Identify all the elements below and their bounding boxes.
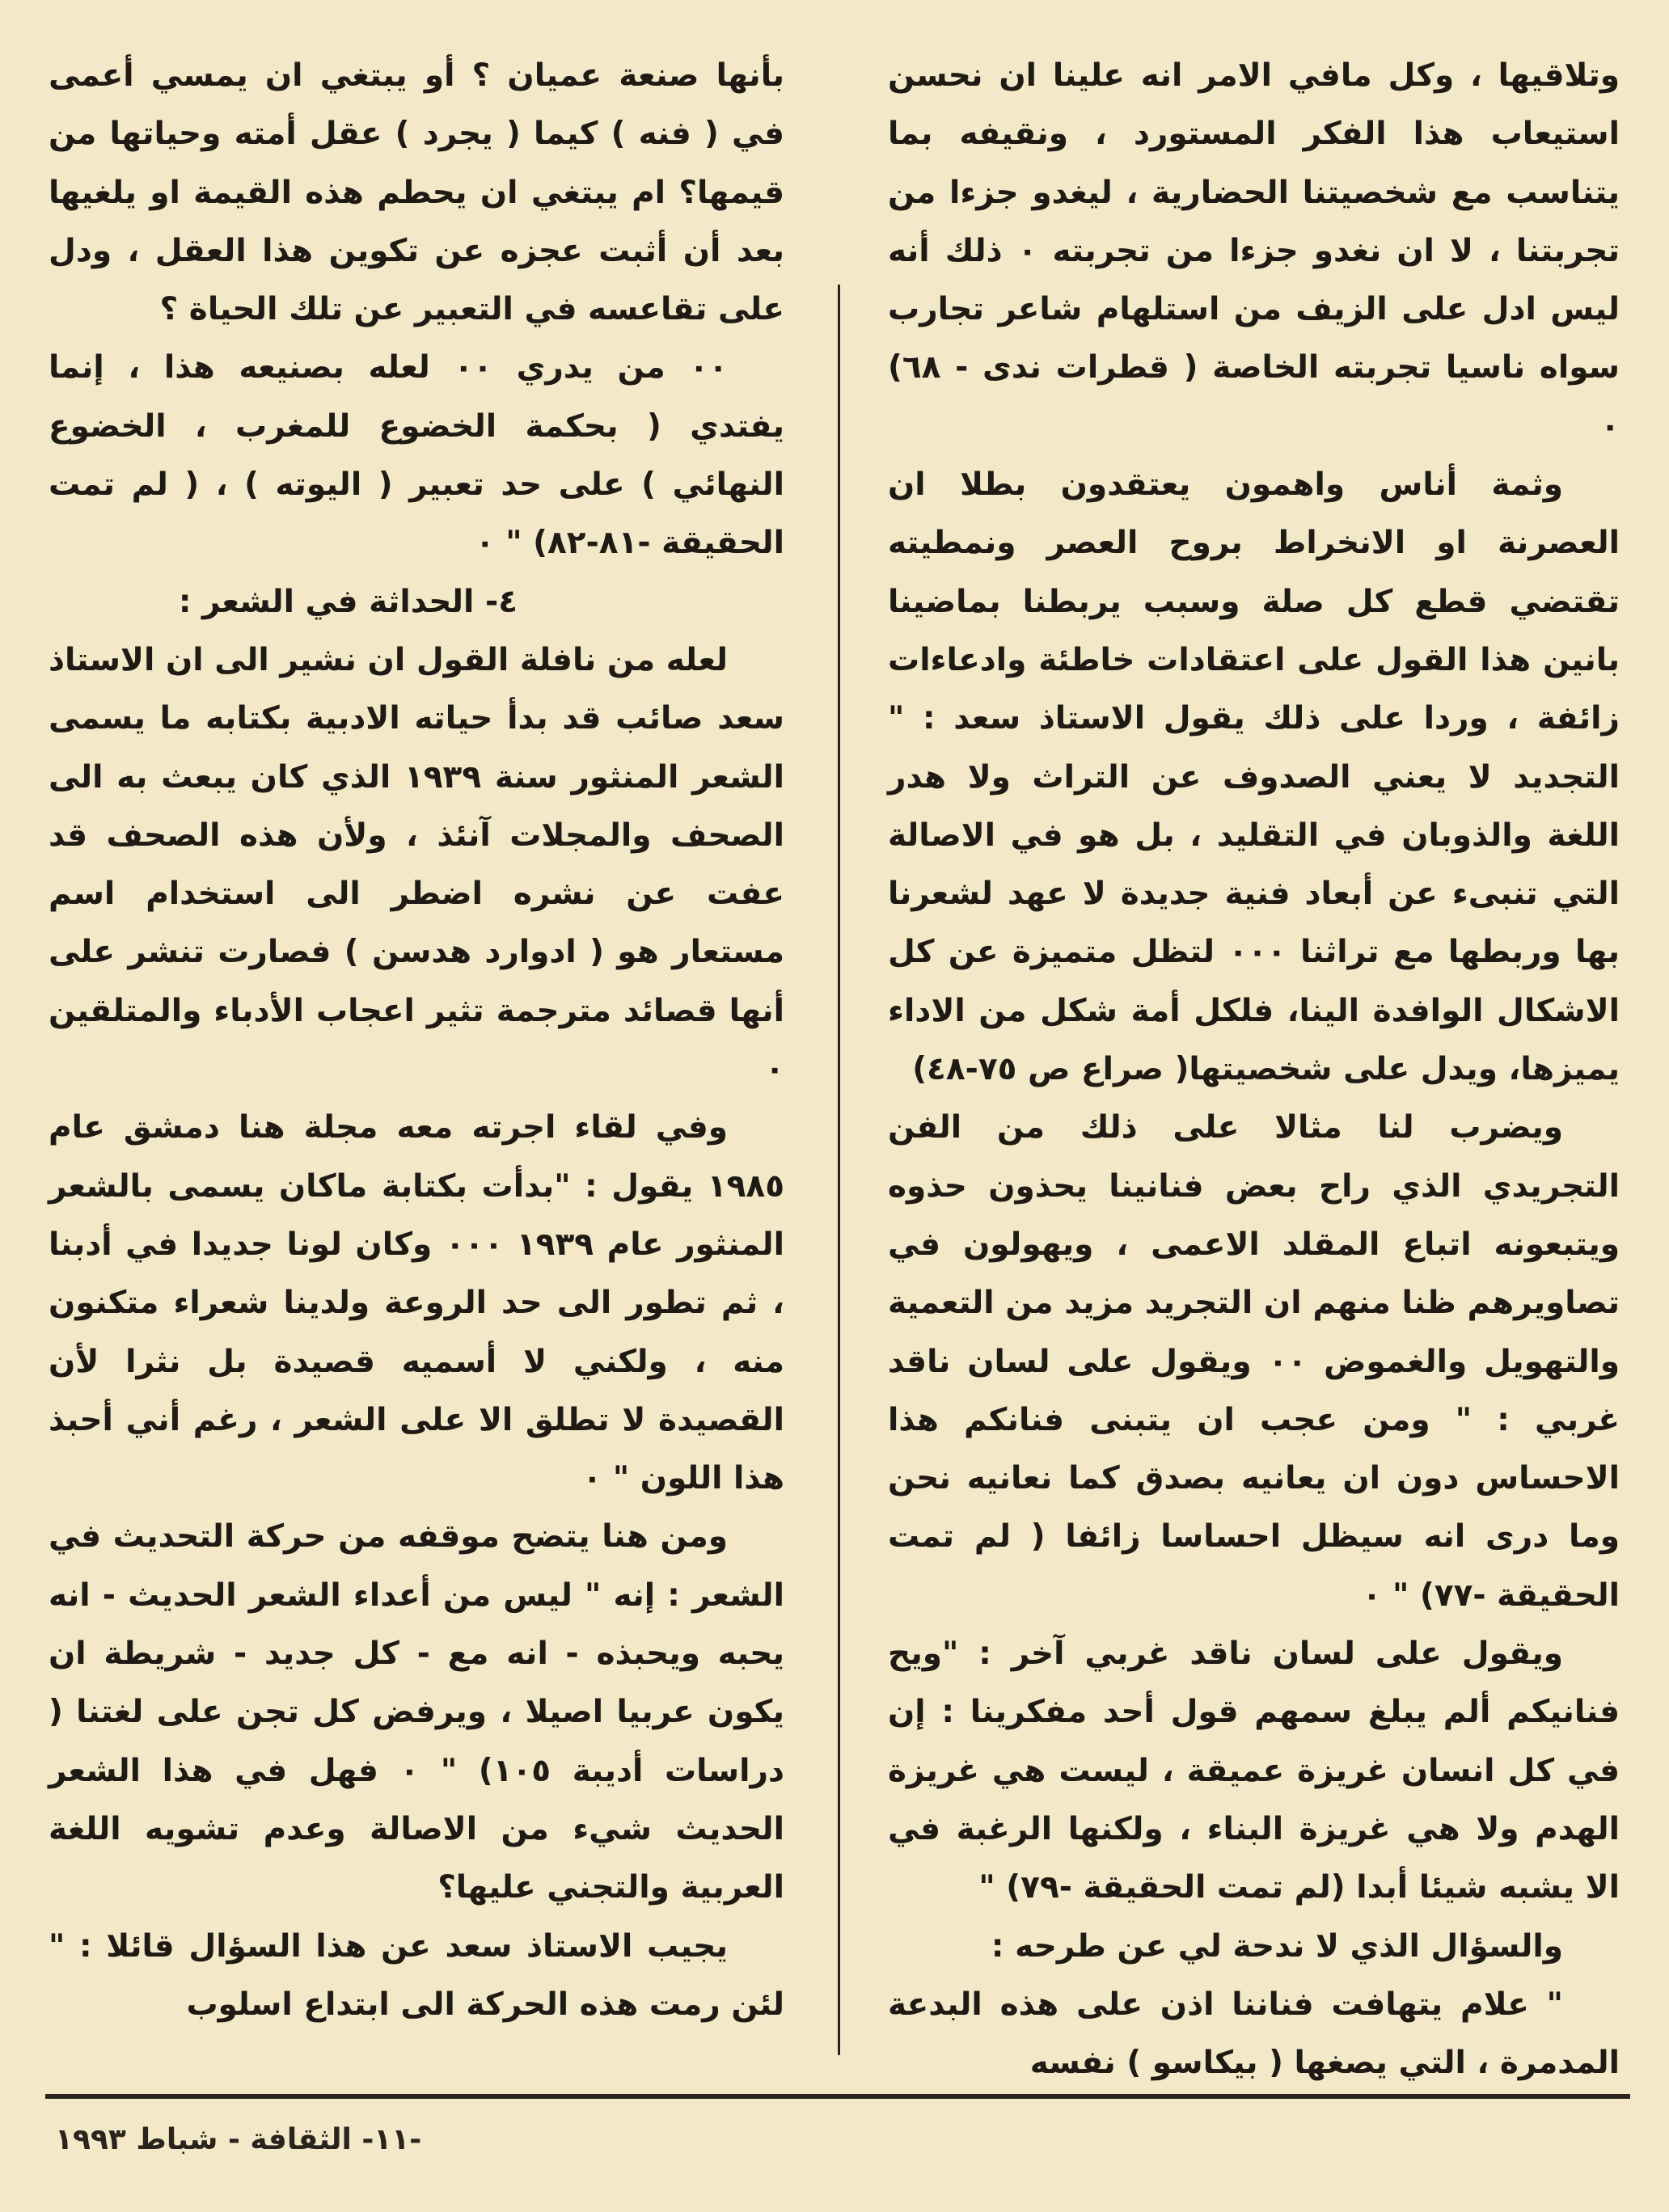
paragraph: ويضرب لنا مثالا على ذلك من الفن التجريدي الذي راح بعض فنانينا يحذون حذوه ويتبعونه اتباع المقلد الاعمى ، ويهولون في تصاويرهم ظنا منهم ان التجريد مزيد من التعمية والتهويل والغموض ٠٠ ويقول على لسان ناقد غربي : " ومن عجب ان يتبنى فنانكم هذا الاحساس دون ان يعانيه بصدق كما نعانيه نحن وما درى انه سيظل احساسا زائفا ( لم تمت الحقيقة -٧٧) " ٠ bbox=[888, 1109, 1620, 1614]
paragraph: وثمة أناس واهمون يعتقدون بطلا ان العصرنة او الانخراط بروح العصر ونمطيته تقتضي قطع كل صلة وسبب يربطنا بماضينا بانين هذا القول على اعتقادات خاطئة وادعاءات زائفة ، وردا على ذلك يقول الاستاذ سعد : " التجديد لا يعني الصدوف عن التراث ولا هدر اللغة والذوبان في التقليد ، بل هو في الاصالة التي تنبىء عن أبعاد فنية جديدة لا عهد لشعرنا بها وربطها مع تراثنا ٠٠٠ لتظل متميزة عن كل الاشكال الوافدة الينا، فلكل أمة شكل من الاداء يميزها، ويدل على شخصيتها( صراع ص ٧٥-٤٨) bbox=[888, 466, 1620, 1088]
paragraph: ومن هنا يتضح موقفه من حركة التحديث في الشعر : إنه " ليس من أعداء الشعر الحديث - انه يحبه ويحبذه - انه مع - كل جديد - شريطة ان يكون عربيا اصيلا ، ويرفض كل تجن على لغتنا ( دراسات أديبة ١٠٥) " ٠ فهل في هذا الشعر الحديث شيء من الاصالة وعدم تشويه اللغة العربية والتجني عليها؟ bbox=[49, 1518, 784, 1906]
footer-rule bbox=[45, 2094, 1630, 2099]
paragraph: لعله من نافلة القول ان نشير الى ان الاستاذ سعد صائب قد بدأ حياته الادبية بكتابه ما يسمى الشعر المنثور سنة ١٩٣٩ الذي كان يبعث به الى الصحف والمجلات آنئذ ، ولأن هذه الصحف قد عفت عن نشره اضطر الى استخدام اسم مستعار هو ( ادوارد هدسن ) فصارت تنشر على أنها قصائد مترجمة تثير اعجاب الأدباء والمتلقين ٠ bbox=[49, 641, 784, 1088]
right-text-column bbox=[888, 47, 1620, 2092]
column-divider bbox=[838, 285, 840, 2055]
paragraph: وفي لقاء اجرته معه مجلة هنا دمشق عام ١٩٨٥ يقول : "بدأت بكتابة ماكان يسمى بالشعر المنثور عام ١٩٣٩ ٠٠٠ وكان لونا جديدا في أدبنا ، ثم تطور الى حد الروعة ولدينا شعراء متكنون منه ، ولكني لا أسميه قصيدة بل نثرا لأن القصيدة لا تطلق الا على الشعر ، رغم أني أحبذ هذا اللون " ٠ bbox=[49, 1109, 784, 1497]
page-footer: -١١- الثقافة - شباط ١٩٩٣ bbox=[55, 2123, 422, 2156]
paragraph: وتلاقيها ، وكل مافي الامر انه علينا ان نحسن استيعاب هذا الفكر المستورد ، ونقيفه بما يتناسب مع شخصيتنا الحضارية ، ليغدو جزءا من تجربتنا ، لا ان نغدو جزءا من تجربته ٠ ذلك أنه ليس ادل على الزيف من استلهام شاعر تجارب سواه ناسيا تجربته الخاصة ( قطرات ندى - ٦٨) ٠ bbox=[888, 57, 1620, 445]
paragraph: بأنها صنعة عميان ؟ أو يبتغي ان يمسي أعمى في ( فنه ) كيما ( يجرد ) عقل أمته وحياتها من قيمها؟ ام يبتغي ان يحطم هذه القيمة او يلغيها بعد أن أثبت عجزه عن تكوين هذا العقل ، ودل على تقاعسه في التعبير عن تلك الحياة ؟ bbox=[49, 57, 784, 328]
paragraph: يجيب الاستاذ سعد عن هذا السؤال قائلا : " لئن رمت هذه الحركة الى ابتداع اسلوب bbox=[49, 1927, 784, 2023]
paragraph: والسؤال الذي لا ندحة لي عن طرحه : bbox=[991, 1927, 1563, 1965]
paragraph: ويقول على لسان ناقد غربي آخر : "ويح فنانيكم ألم يبلغ سمهم قول أحد مفكرينا : إن في كل انسان غريزة عميقة ، ليست هي غريزة الهدم ولا هي غريزة البناء ، ولكنها الرغبة في الا يشبه شيئا أبدا (لم تمت الحقيقة -٧٩) " bbox=[888, 1636, 1620, 1906]
section-heading: ٤- الحداثة في الشعر : bbox=[178, 583, 518, 620]
paragraph: ٠٠ من يدري ٠٠ لعله بصنيعه هذا ، إنما يفتدي ( بحكمة الخضوع للمغرب ، الخضوع النهائي ) على حد تعبير ( اليوته ) ، ( لم تمت الحقيقة -٨١-٨٢) " ٠ bbox=[49, 349, 784, 562]
left-text-column bbox=[49, 47, 784, 2034]
paragraph: " علام يتهافت فناننا اذن على هذه البدعة المدمرة ، التي يصغها ( بيكاسو ) نفسه bbox=[888, 1986, 1620, 2082]
